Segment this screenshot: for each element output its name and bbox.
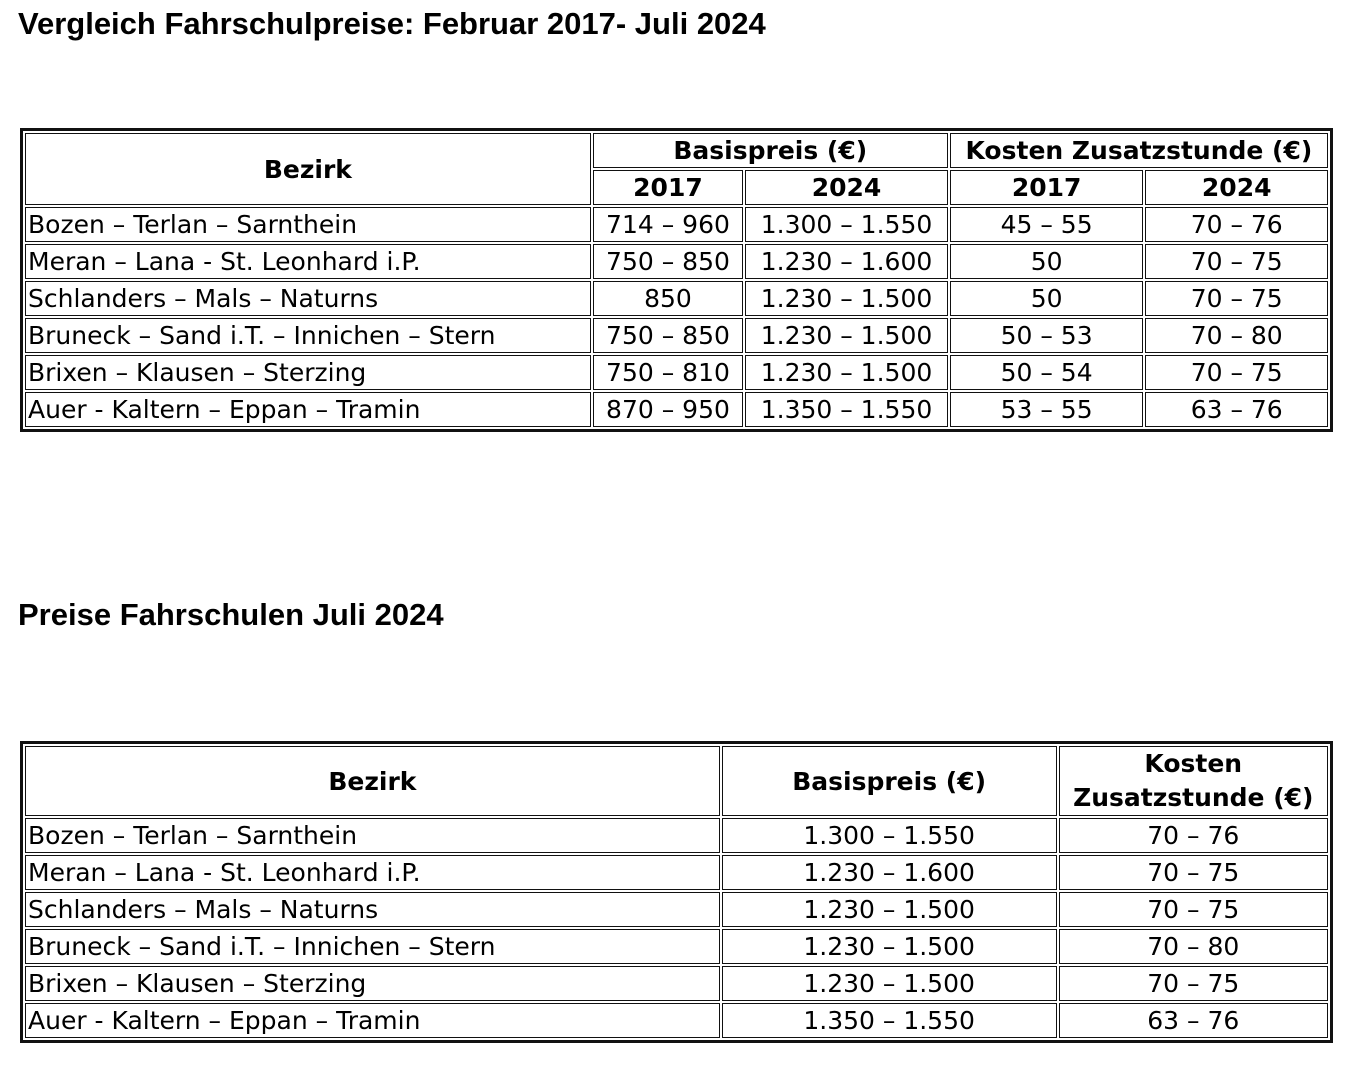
bezirk-cell: Meran – Lana - St. Leonhard i.P. [25,244,591,279]
table-row [25,392,1328,427]
header-basispreis: Basispreis (€) [722,746,1057,816]
basis-2024-cell: 1.230 – 1.500 [745,355,948,390]
basis-2017-cell: 714 – 960 [593,207,743,242]
header-zusatzstunde [1059,746,1328,816]
basis-2024-cell: 1.350 – 1.550 [745,392,948,427]
basis-cell: 1.230 – 1.500 [722,929,1057,964]
basis-2017-cell: 750 – 850 [593,318,743,353]
header-basis-2024: 2024 [745,170,948,205]
table-row [25,929,1328,964]
zusatz-cell: 70 – 75 [1059,966,1328,1001]
zusatz-2024-cell: 70 – 75 [1145,244,1328,279]
zusatz-2017-cell: 45 – 55 [950,207,1144,242]
basis-cell: 1.230 – 1.500 [722,966,1057,1001]
bezirk-cell: Brixen – Klausen – Sterzing [25,966,720,1001]
zusatz-2024-cell: 63 – 76 [1145,392,1328,427]
header-zusatz-2017: 2017 [950,170,1144,205]
zusatz-2017-cell: 50 – 53 [950,318,1144,353]
basis-cell: 1.230 – 1.500 [722,892,1057,927]
prices-table [20,741,1333,1043]
header-basispreis: Basispreis (€) [593,133,948,168]
basis-2024-cell: 1.230 – 1.500 [745,318,948,353]
bezirk-cell: Bozen – Terlan – Sarnthein [25,818,720,853]
header-zusatz-2024: 2024 [1145,170,1328,205]
basis-2017-cell: 750 – 810 [593,355,743,390]
zusatz-cell: 70 – 80 [1059,929,1328,964]
bezirk-cell: Meran – Lana - St. Leonhard i.P. [25,855,720,890]
table-row [25,855,1328,890]
bezirk-cell: Bruneck – Sand i.T. – Innichen – Stern [25,318,591,353]
basis-2024-cell: 1.230 – 1.600 [745,244,948,279]
comparison-title: Vergleich Fahrschulpreise: Februar 2017- Juli 2024 [18,6,766,41]
comparison-table [20,128,1333,432]
zusatz-2024-cell: 70 – 76 [1145,207,1328,242]
basis-cell: 1.350 – 1.550 [722,1003,1057,1038]
zusatz-2017-cell: 53 – 55 [950,392,1144,427]
table-row [25,966,1328,1001]
table-row [25,281,1328,316]
header-zusatz-line2: Zusatzstunde (€) [1073,783,1314,812]
prices-title: Preise Fahrschulen Juli 2024 [18,597,444,632]
header-zusatzstunde: Kosten Zusatzstunde (€) [950,133,1328,168]
bezirk-cell: Schlanders – Mals – Naturns [25,281,591,316]
basis-cell: 1.230 – 1.600 [722,855,1057,890]
bezirk-cell: Auer - Kaltern – Eppan – Tramin [25,1003,720,1038]
zusatz-2024-cell: 70 – 75 [1145,355,1328,390]
zusatz-2017-cell: 50 [950,244,1144,279]
table-row [25,355,1328,390]
zusatz-2017-cell: 50 – 54 [950,355,1144,390]
table-row [25,1003,1328,1038]
header-bezirk: Bezirk [25,746,720,816]
basis-2024-cell: 1.230 – 1.500 [745,281,948,316]
table-row [25,244,1328,279]
table-row [25,818,1328,853]
basis-2024-cell: 1.300 – 1.550 [745,207,948,242]
bezirk-cell: Bruneck – Sand i.T. – Innichen – Stern [25,929,720,964]
header-basis-2017: 2017 [593,170,743,205]
bezirk-cell: Schlanders – Mals – Naturns [25,892,720,927]
header-zusatz-line1: Kosten [1144,749,1243,778]
header-bezirk: Bezirk [25,133,591,205]
basis-2017-cell: 850 [593,281,743,316]
basis-2017-cell: 750 – 850 [593,244,743,279]
basis-2017-cell: 870 – 950 [593,392,743,427]
zusatz-cell: 70 – 75 [1059,892,1328,927]
table-row [25,892,1328,927]
bezirk-cell: Brixen – Klausen – Sterzing [25,355,591,390]
zusatz-2017-cell: 50 [950,281,1144,316]
bezirk-cell: Bozen – Terlan – Sarnthein [25,207,591,242]
table-row [25,318,1328,353]
zusatz-cell: 70 – 75 [1059,855,1328,890]
zusatz-cell: 70 – 76 [1059,818,1328,853]
zusatz-2024-cell: 70 – 75 [1145,281,1328,316]
table-row [25,207,1328,242]
bezirk-cell: Auer - Kaltern – Eppan – Tramin [25,392,591,427]
basis-cell: 1.300 – 1.550 [722,818,1057,853]
zusatz-2024-cell: 70 – 80 [1145,318,1328,353]
zusatz-cell: 63 – 76 [1059,1003,1328,1038]
